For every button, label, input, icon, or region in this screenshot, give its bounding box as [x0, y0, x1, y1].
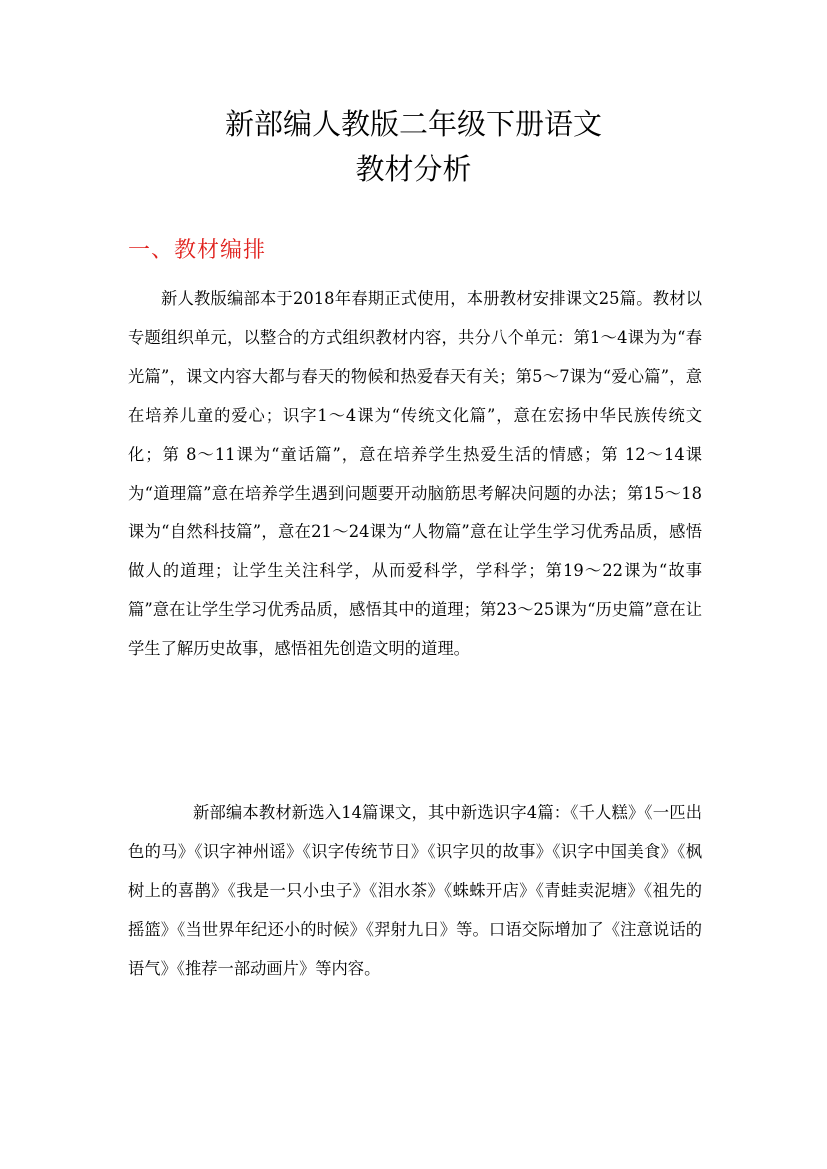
- body-paragraph-1: 新人教版编部本于2018年春期正式使用，本册教材安排课文25篇。教材以专题组织单元，以整合的方式组织教材内容，共分八个单元：第1～4课为为“春光篇”，课文内容大都与春天的物候和热爱春天有关；第5～7课为“爱心篇”，意在培养儿童的爱心；识字1～4课为“传统文化篇”，意在宏扬中华民族传统文化；第 8～11课为“童话篇”，意在培养学生热爱生活的情感；第 12～14课为“道理篇”意在培养学生遇到问题要开动脑筋思考解决问题的办法；第15～18课为“自然科技篇”，意在21～24课为“人物篇”意在让学生学习优秀品质，感悟做人的道理；让学生关注科学，从而爱科学，学科学；第19～22课为“故事篇”意在让学生学习优秀品质，感悟其中的道理；第23～25课为“历史篇”意在让学生了解历史故事，感悟祖先创造文明的道理。: [128, 289, 702, 659]
- section-heading: 一、教材编排: [128, 238, 267, 263]
- body-paragraph-2: 新部编本教材新选入14篇课文，其中新选识字4篇：《千人糕》《一匹出色的马》《识字神州谣》《识字传统节日》《识字贝的故事》《识字中国美食》《枫树上的喜鹊》《我是一只小虫子》《泪水茶》《蛛蛛开店》《青蛙卖泥塘》《祖先的摇篮》《当世界年纪还小的时候》《羿射九日》等。口语交际增加了《注意说话的语气》《推荐一部动画片》等内容。: [128, 803, 702, 978]
- document-title-line2: 教材分析: [355, 152, 472, 186]
- document-title-line1: 新部编人教版二年级下册语文: [224, 107, 602, 141]
